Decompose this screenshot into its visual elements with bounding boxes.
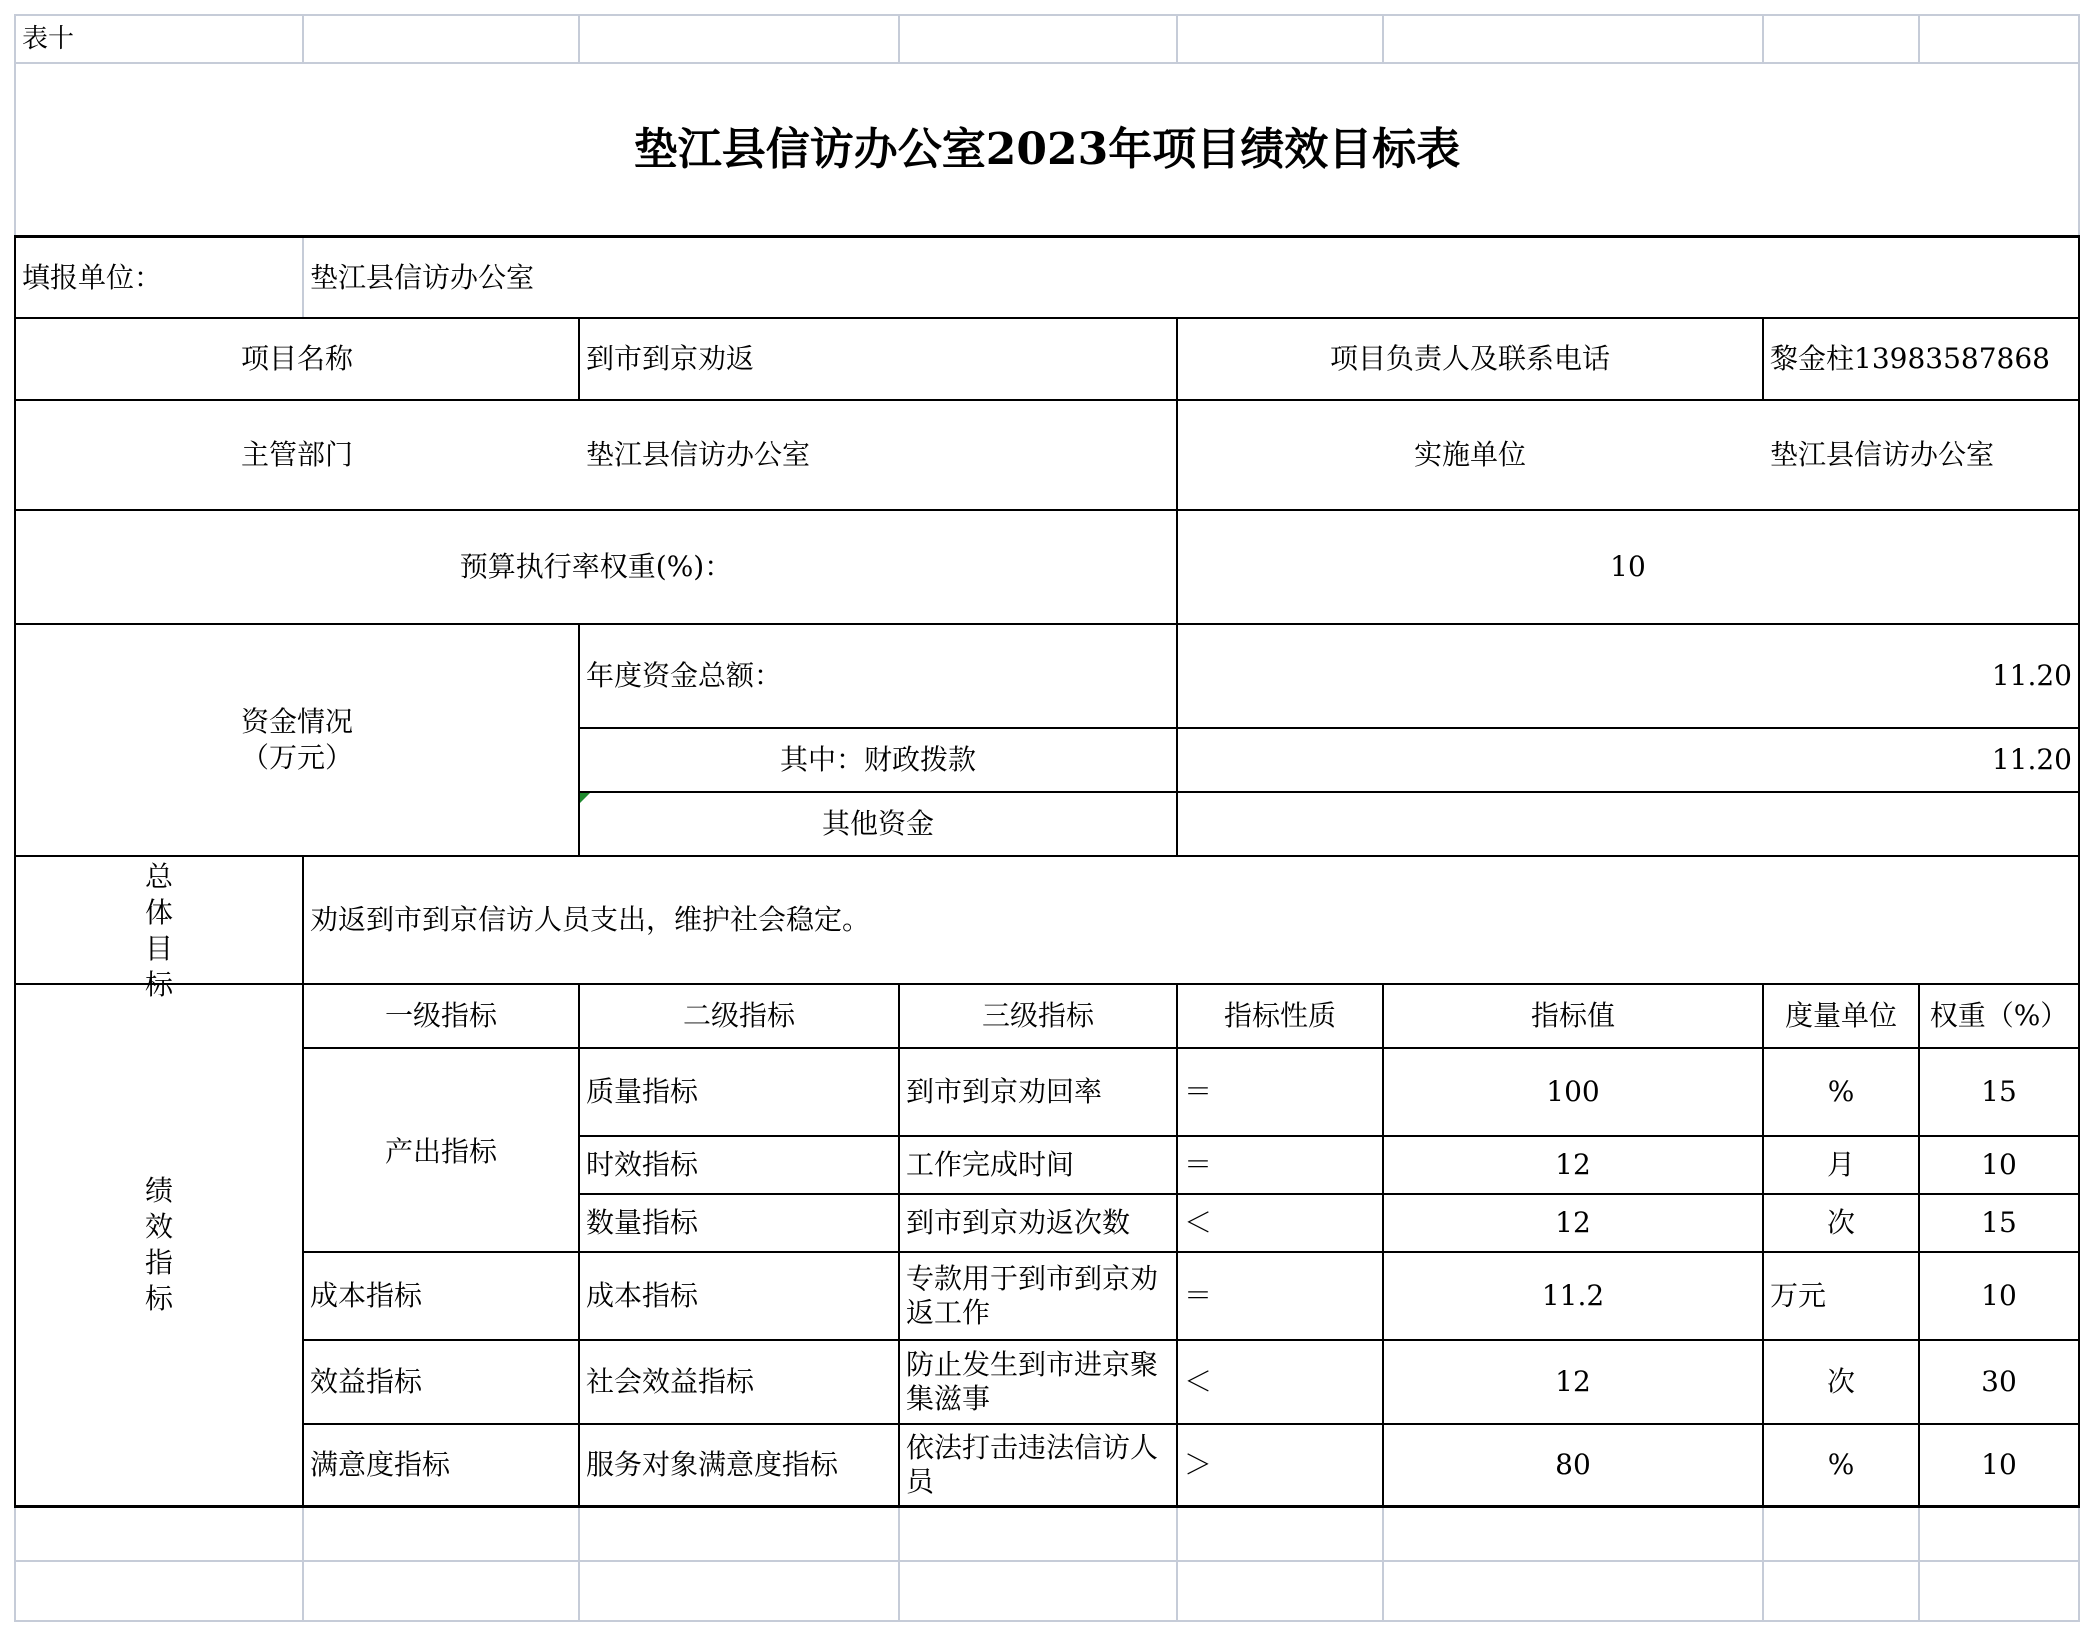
row-4-weight[interactable]: 10 (1981, 1279, 2017, 1312)
department-label: 主管部门 (240, 438, 353, 471)
funds-label-line1: 资金情况 (240, 705, 353, 738)
indicator-char-2: 效 (144, 1210, 173, 1243)
row-4-level2[interactable]: 成本指标 (586, 1279, 699, 1312)
output-indicator-group: 产出指标 (384, 1135, 497, 1168)
fiscal-funds-value[interactable]: 11.20 (1991, 743, 2072, 776)
row-3-nature[interactable]: ＜ (1184, 1206, 1213, 1239)
project-name-value[interactable]: 到市到京劝返 (586, 342, 755, 375)
funds-label-line2: （万元） (240, 741, 353, 774)
other-funds-value[interactable] (1178, 793, 2078, 855)
annual-funds-value[interactable]: 11.20 (1991, 659, 2072, 692)
header-level2: 二级指标 (682, 999, 795, 1032)
project-name-label: 项目名称 (240, 342, 353, 375)
implementing-unit-label: 实施单位 (1413, 438, 1526, 471)
indicator-char-1: 绩 (144, 1174, 173, 1207)
other-funds-label: 其他资金 (821, 807, 934, 840)
row-6-weight[interactable]: 10 (1981, 1448, 2017, 1481)
row-4-unit[interactable]: 万元 (1770, 1279, 1827, 1312)
row-4-nature[interactable]: ＝ (1184, 1279, 1213, 1312)
row-3-value[interactable]: 12 (1555, 1206, 1591, 1239)
indicator-char-4: 标 (144, 1282, 173, 1315)
row-2-level3[interactable]: 工作完成时间 (906, 1148, 1075, 1181)
header-unit: 度量单位 (1784, 999, 1897, 1032)
row-1-value[interactable]: 100 (1546, 1075, 1600, 1108)
header-value: 指标值 (1530, 999, 1615, 1032)
row-5-weight[interactable]: 30 (1981, 1365, 2017, 1398)
row-5-level2[interactable]: 社会效益指标 (586, 1365, 755, 1398)
reporting-unit-value[interactable]: 垫江县信访办公室 (310, 260, 535, 294)
row-2-unit[interactable]: 月 (1826, 1148, 1855, 1181)
performance-indicators-label (16, 985, 302, 1505)
row-5-nature[interactable]: ＜ (1184, 1365, 1213, 1398)
row-4-level1[interactable]: 成本指标 (310, 1279, 423, 1312)
fiscal-funds-label: 其中：财政拨款 (779, 743, 976, 776)
header-level1: 一级指标 (384, 999, 497, 1032)
department-value[interactable]: 垫江县信访办公室 (586, 438, 811, 471)
goal-char-1: 总 (144, 860, 173, 893)
row-2-level2[interactable]: 时效指标 (586, 1148, 699, 1181)
row-4-value[interactable]: 11.2 (1541, 1279, 1605, 1312)
budget-weight-label: 预算执行率权重(%)： (459, 550, 733, 583)
row-1-weight[interactable]: 15 (1981, 1075, 2017, 1108)
row-1-level2[interactable]: 质量指标 (586, 1075, 699, 1108)
row-4-level3[interactable]: 专款用于到市到京劝返工作 (906, 1262, 1159, 1329)
row-1-nature[interactable]: ＝ (1184, 1075, 1213, 1108)
row-5-value[interactable]: 12 (1555, 1365, 1591, 1398)
project-contact-label: 项目负责人及联系电话 (1329, 342, 1610, 375)
row-6-unit[interactable]: % (1827, 1448, 1855, 1481)
implementing-unit-value[interactable]: 垫江县信访办公室 (1770, 438, 1995, 471)
page-title: 垫江县信访办公室2023年项目绩效目标表 (633, 123, 1461, 175)
overall-goal-label (16, 857, 302, 1001)
row-3-unit[interactable]: 次 (1826, 1206, 1855, 1239)
header-nature: 指标性质 (1223, 999, 1336, 1032)
funds-label (16, 625, 578, 855)
row-5-unit[interactable]: 次 (1826, 1365, 1855, 1398)
row-6-value[interactable]: 80 (1555, 1448, 1591, 1481)
goal-char-2: 体 (144, 896, 173, 929)
header-weight: 权重（%） (1929, 999, 2069, 1032)
project-contact-value[interactable]: 黎金柱13983587868 (1770, 342, 2050, 375)
reporting-unit-label: 填报单位： (22, 260, 163, 294)
overall-goal-text[interactable]: 劝返到市到京信访人员支出，维护社会稳定。 (310, 903, 871, 936)
annual-funds-label: 年度资金总额： (586, 659, 783, 692)
indicator-char-3: 指 (144, 1246, 173, 1279)
row-3-level3[interactable]: 到市到京劝返次数 (906, 1206, 1131, 1239)
row-6-level3[interactable]: 依法打击违法信访人员 (906, 1431, 1159, 1498)
goal-char-4: 标 (144, 968, 173, 1001)
row-3-weight[interactable]: 15 (1981, 1206, 2017, 1239)
row-2-nature[interactable]: ＝ (1184, 1148, 1213, 1181)
header-level3: 三级指标 (981, 999, 1094, 1032)
row-1-level3[interactable]: 到市到京劝回率 (906, 1075, 1103, 1108)
row-1-unit[interactable]: % (1827, 1075, 1855, 1108)
row-5-level3[interactable]: 防止发生到市进京聚集滋事 (906, 1348, 1159, 1415)
goal-char-3: 目 (144, 932, 173, 965)
row-2-weight[interactable]: 10 (1981, 1148, 2017, 1181)
row-6-level2[interactable]: 服务对象满意度指标 (586, 1448, 839, 1481)
sheet-label: 表十 (22, 24, 75, 54)
row-5-level1[interactable]: 效益指标 (310, 1365, 423, 1398)
row-6-level1[interactable]: 满意度指标 (310, 1448, 451, 1481)
row-2-value[interactable]: 12 (1555, 1148, 1591, 1181)
row-6-nature[interactable]: ＞ (1184, 1448, 1213, 1481)
budget-weight-value[interactable]: 10 (1610, 550, 1646, 583)
row-3-level2[interactable]: 数量指标 (586, 1206, 699, 1239)
